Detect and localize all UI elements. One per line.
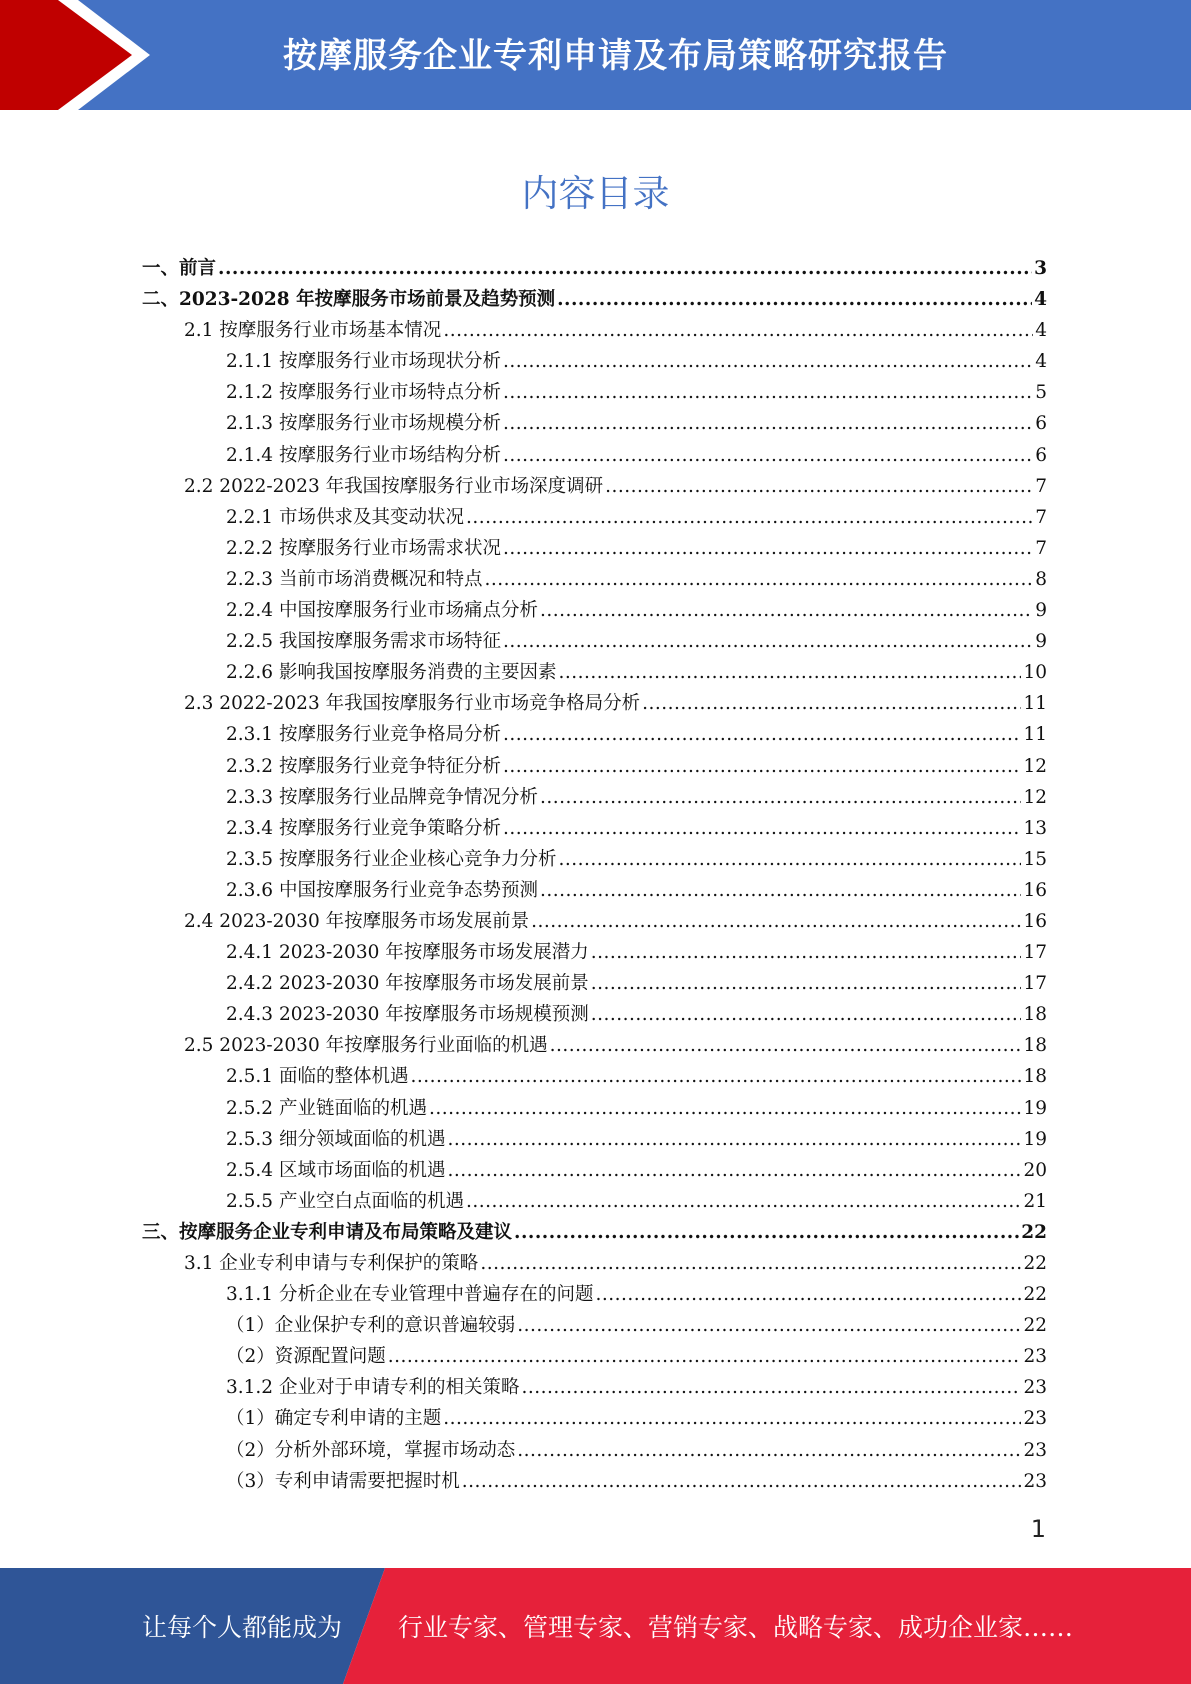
- toc-leader-dots: [605, 471, 1033, 502]
- toc-entry-page: 20: [1023, 1159, 1047, 1181]
- toc-entry-page: 16: [1023, 879, 1047, 901]
- toc-entry-page: 6: [1035, 413, 1047, 435]
- toc-leader-dots: [503, 408, 1033, 439]
- toc-entry-page: 10: [1023, 662, 1047, 684]
- toc-leader-dots: [503, 440, 1033, 471]
- toc-entry-page: 22: [1023, 1253, 1047, 1274]
- toc-entry-text: （2）资源配置问题: [226, 1346, 386, 1368]
- toc-entry[interactable]: [142, 502, 1047, 533]
- toc-entry-page: 6: [1035, 444, 1047, 466]
- toc-entry-page: 7: [1035, 506, 1047, 528]
- toc-entry[interactable]: [142, 1310, 1047, 1341]
- toc-entry[interactable]: [142, 782, 1047, 813]
- toc-entry-page: 19: [1023, 1097, 1047, 1119]
- toc-leader-dots: [443, 315, 1033, 346]
- toc-entry[interactable]: [142, 719, 1047, 750]
- toc-leader-dots: [447, 1155, 1021, 1186]
- toc-entry[interactable]: [142, 1403, 1047, 1434]
- toc-entry-page: 4: [1035, 320, 1047, 342]
- toc-entry-text: 2.3.1 按摩服务行业竞争格局分析: [226, 724, 501, 746]
- footer-banner: [0, 1568, 1191, 1684]
- toc-leader-dots: [531, 906, 1021, 937]
- toc-entry[interactable]: [142, 315, 1047, 346]
- toc-leader-dots: [595, 1279, 1021, 1310]
- toc-entry-text: 2.2.5 我国按摩服务需求市场特征: [226, 631, 501, 653]
- toc-entry-text: 2.3 2022-2023 年我国按摩服务行业市场竞争格局分析: [184, 693, 641, 715]
- toc-entry[interactable]: [142, 1279, 1047, 1310]
- toc-entry-page: 15: [1023, 848, 1047, 870]
- toc-entry-page: 9: [1035, 600, 1047, 622]
- page-number: 1: [1030, 1515, 1046, 1543]
- toc-entry-text: 2.3.2 按摩服务行业竞争特征分析: [226, 755, 501, 777]
- toc-entry[interactable]: [142, 471, 1047, 502]
- toc-leader-dots: [447, 1124, 1021, 1155]
- toc-leader-dots: [591, 937, 1022, 968]
- toc-entry-page: 23: [1023, 1377, 1047, 1399]
- toc-entry-text: （1）企业保护专利的意识普遍较弱: [226, 1315, 516, 1337]
- toc-entry[interactable]: [142, 999, 1047, 1030]
- toc-leader-dots: [503, 719, 1021, 750]
- toc-entry-text: 2.2.1 市场供求及其变动状况: [226, 506, 464, 528]
- toc-entry-text: 2.1.3 按摩服务行业市场规模分析: [226, 413, 501, 435]
- toc-entry-page: 23: [1023, 1470, 1047, 1492]
- toc-leader-dots: [550, 1030, 1022, 1061]
- toc-leader-dots: [540, 595, 1033, 626]
- toc-entry-page: 9: [1035, 631, 1047, 653]
- toc-entry-text: 2.4.1 2023-2030 年按摩服务市场发展潜力: [226, 942, 589, 964]
- toc-entry[interactable]: [142, 968, 1047, 999]
- toc-entry-text: 2.5.4 区域市场面临的机遇: [226, 1159, 446, 1181]
- toc-leader-dots: [540, 782, 1021, 813]
- header-title: 按摩服务企业专利申请及布局策略研究报告: [283, 36, 948, 76]
- toc-entry[interactable]: [142, 253, 1047, 284]
- toc-leader-dots: [503, 626, 1033, 657]
- toc-entry[interactable]: [142, 751, 1047, 782]
- toc-leader-dots: [462, 1466, 1022, 1497]
- toc-entry-page: 17: [1023, 973, 1047, 995]
- toc-entry[interactable]: [142, 595, 1047, 626]
- header-banner: [0, 0, 1191, 110]
- toc-entry-text: 2.2 2022-2023 年我国按摩服务行业市场深度调研: [184, 475, 604, 497]
- toc-entry-text: 2.1 按摩服务行业市场基本情况: [184, 320, 442, 342]
- toc-entry-text: 2.4.2 2023-2030 年按摩服务市场发展前景: [226, 973, 589, 995]
- toc-leader-dots: [558, 657, 1021, 688]
- toc-entry[interactable]: [142, 1372, 1047, 1403]
- toc-entry-text: 2.5.2 产业链面临的机遇: [226, 1097, 427, 1119]
- toc-entry[interactable]: [142, 937, 1047, 968]
- toc-entry-text: 2.2.2 按摩服务行业市场需求状况: [226, 537, 501, 559]
- toc-entry-text: 2.5 2023-2030 年按摩服务行业面临的机遇: [184, 1035, 548, 1057]
- toc-leader-dots: [503, 813, 1021, 844]
- toc-leader-dots: [557, 284, 1032, 315]
- toc-title: 内容目录: [521, 172, 670, 215]
- toc-leader-dots: [410, 1061, 1021, 1092]
- toc-entry-page: 23: [1023, 1408, 1047, 1430]
- toc-entry-page: 18: [1023, 1035, 1047, 1057]
- toc-entry-text: 2.3.3 按摩服务行业品牌竞争情况分析: [226, 786, 538, 808]
- toc-leader-dots: [503, 751, 1021, 782]
- toc-entry[interactable]: [142, 844, 1047, 875]
- toc-entry[interactable]: [142, 564, 1047, 595]
- toc-entry-text: 2.5.3 细分领域面临的机遇: [226, 1128, 446, 1150]
- toc-leader-dots: [540, 875, 1021, 906]
- toc-entry-text: 2.5.1 面临的整体机遇: [226, 1066, 409, 1088]
- toc-entry-page: 12: [1023, 786, 1047, 808]
- toc-entry[interactable]: [142, 1435, 1047, 1466]
- toc-leader-dots: [466, 502, 1033, 533]
- toc-entry-text: 2.1.4 按摩服务行业市场结构分析: [226, 444, 501, 466]
- toc-entry-page: 16: [1023, 910, 1047, 932]
- toc-entry[interactable]: [142, 408, 1047, 439]
- toc-leader-dots: [514, 1217, 1019, 1248]
- toc-entry[interactable]: [142, 377, 1047, 408]
- toc-entry-text: 3.1.2 企业对于申请专利的相关策略: [226, 1377, 520, 1399]
- toc-entry-text: 2.1.2 按摩服务行业市场特点分析: [226, 382, 501, 404]
- toc-entry-text: 2.4.3 2023-2030 年按摩服务市场规模预测: [226, 1004, 589, 1026]
- toc-entry-page: 3: [1034, 258, 1047, 279]
- toc-entry-text: 三、按摩服务企业专利申请及布局策略及建议: [142, 1221, 513, 1243]
- toc-entry-text: （3）专利申请需要把握时机: [226, 1470, 460, 1492]
- toc-entry[interactable]: [142, 657, 1047, 688]
- toc-entry[interactable]: [142, 875, 1047, 906]
- toc-entry[interactable]: [142, 1155, 1047, 1186]
- toc-entry-text: （2）分析外部环境，掌握市场动态: [226, 1439, 516, 1461]
- toc-entry[interactable]: [142, 1093, 1047, 1124]
- toc-entry[interactable]: [142, 906, 1047, 937]
- toc-entry-page: 7: [1035, 537, 1047, 559]
- footer-slogan-right: 行业专家、管理专家、营销专家、战略专家、成功企业家……: [398, 1613, 1074, 1642]
- toc-entry-text: 2.3.4 按摩服务行业竞争策略分析: [226, 817, 501, 839]
- toc-entry-page: 4: [1035, 351, 1047, 373]
- toc-entry-text: 2.2.6 影响我国按摩服务消费的主要因素: [226, 662, 557, 684]
- toc-entry[interactable]: [142, 1466, 1047, 1497]
- toc-entry-text: 一、前言: [142, 258, 217, 279]
- toc-leader-dots: [388, 1341, 1022, 1372]
- toc-entry-page: 8: [1035, 568, 1047, 590]
- toc-entry[interactable]: [142, 813, 1047, 844]
- toc-entry[interactable]: [142, 1030, 1047, 1061]
- toc-entry[interactable]: [142, 1186, 1047, 1217]
- toc-leader-dots: [591, 999, 1022, 1030]
- toc-entry[interactable]: [142, 440, 1047, 471]
- toc-entry[interactable]: [142, 346, 1047, 377]
- toc-entry[interactable]: [142, 1341, 1047, 1372]
- toc-entry-page: 19: [1023, 1128, 1047, 1150]
- toc-entry[interactable]: [142, 688, 1047, 719]
- toc-entry-text: （1）确定专利申请的主题: [226, 1408, 442, 1430]
- footer-slogan-left: 让每个人都能成为: [142, 1613, 343, 1642]
- toc-leader-dots: [503, 346, 1033, 377]
- toc-entry-page: 21: [1023, 1190, 1047, 1212]
- toc-entry-text: 2.4 2023-2030 年按摩服务市场发展前景: [184, 910, 530, 932]
- toc-leader-dots: [503, 533, 1033, 564]
- toc-entry-page: 7: [1035, 475, 1047, 497]
- toc-entry[interactable]: [142, 1248, 1047, 1279]
- toc-entry[interactable]: [142, 1124, 1047, 1155]
- toc-entry[interactable]: [142, 533, 1047, 564]
- toc-leader-dots: [466, 1186, 1021, 1217]
- toc-entry[interactable]: [142, 1061, 1047, 1092]
- toc-leader-dots: [484, 564, 1033, 595]
- toc-entry-page: 5: [1035, 382, 1047, 404]
- toc-leader-dots: [429, 1093, 1021, 1124]
- toc-entry-page: 12: [1023, 755, 1047, 777]
- toc-entry-text: 2.2.4 中国按摩服务行业市场痛点分析: [226, 600, 538, 622]
- toc-leader-dots: [558, 844, 1021, 875]
- toc-entry-page: 11: [1023, 693, 1047, 715]
- toc-entry[interactable]: [142, 284, 1047, 315]
- toc-entry-page: 22: [1023, 1284, 1047, 1306]
- toc-leader-dots: [521, 1372, 1021, 1403]
- toc-entry-text: 2.5.5 产业空白点面临的机遇: [226, 1190, 464, 1212]
- toc-entry-text: 2.3.6 中国按摩服务行业竞争态势预测: [226, 879, 538, 901]
- toc-entry-text: 3.1 企业专利申请与专利保护的策略: [184, 1253, 479, 1274]
- toc-leader-dots: [443, 1403, 1021, 1434]
- toc-entry-page: 23: [1023, 1439, 1047, 1461]
- toc-entry-text: 二、2023-2028 年按摩服务市场前景及趋势预测: [142, 289, 556, 311]
- toc-entry-page: 23: [1023, 1346, 1047, 1368]
- toc-leader-dots: [503, 377, 1033, 408]
- toc-entry-page: 17: [1023, 942, 1047, 964]
- toc-entry-page: 18: [1023, 1004, 1047, 1026]
- toc-entry-text: 2.3.5 按摩服务行业企业核心竞争力分析: [226, 848, 557, 870]
- toc-entry-page: 13: [1023, 817, 1047, 839]
- toc-leader-dots: [642, 688, 1021, 719]
- toc-leader-dots: [591, 968, 1022, 999]
- toc-entry[interactable]: [142, 626, 1047, 657]
- toc-leader-dots: [218, 253, 1032, 284]
- table-of-contents: [142, 253, 1047, 1497]
- toc-leader-dots: [517, 1435, 1021, 1466]
- toc-entry-page: 4: [1034, 289, 1047, 311]
- toc-entry-page: 18: [1023, 1066, 1047, 1088]
- toc-leader-dots: [480, 1248, 1021, 1279]
- toc-entry-page: 22: [1021, 1221, 1047, 1243]
- toc-leader-dots: [517, 1310, 1021, 1341]
- toc-entry[interactable]: [142, 1217, 1047, 1248]
- toc-entry-text: 3.1.1 分析企业在专业管理中普遍存在的问题: [226, 1284, 594, 1306]
- toc-entry-text: 2.1.1 按摩服务行业市场现状分析: [226, 351, 501, 373]
- toc-entry-page: 22: [1023, 1315, 1047, 1337]
- toc-entry-page: 11: [1023, 724, 1047, 746]
- toc-entry-text: 2.2.3 当前市场消费概况和特点: [226, 568, 483, 590]
